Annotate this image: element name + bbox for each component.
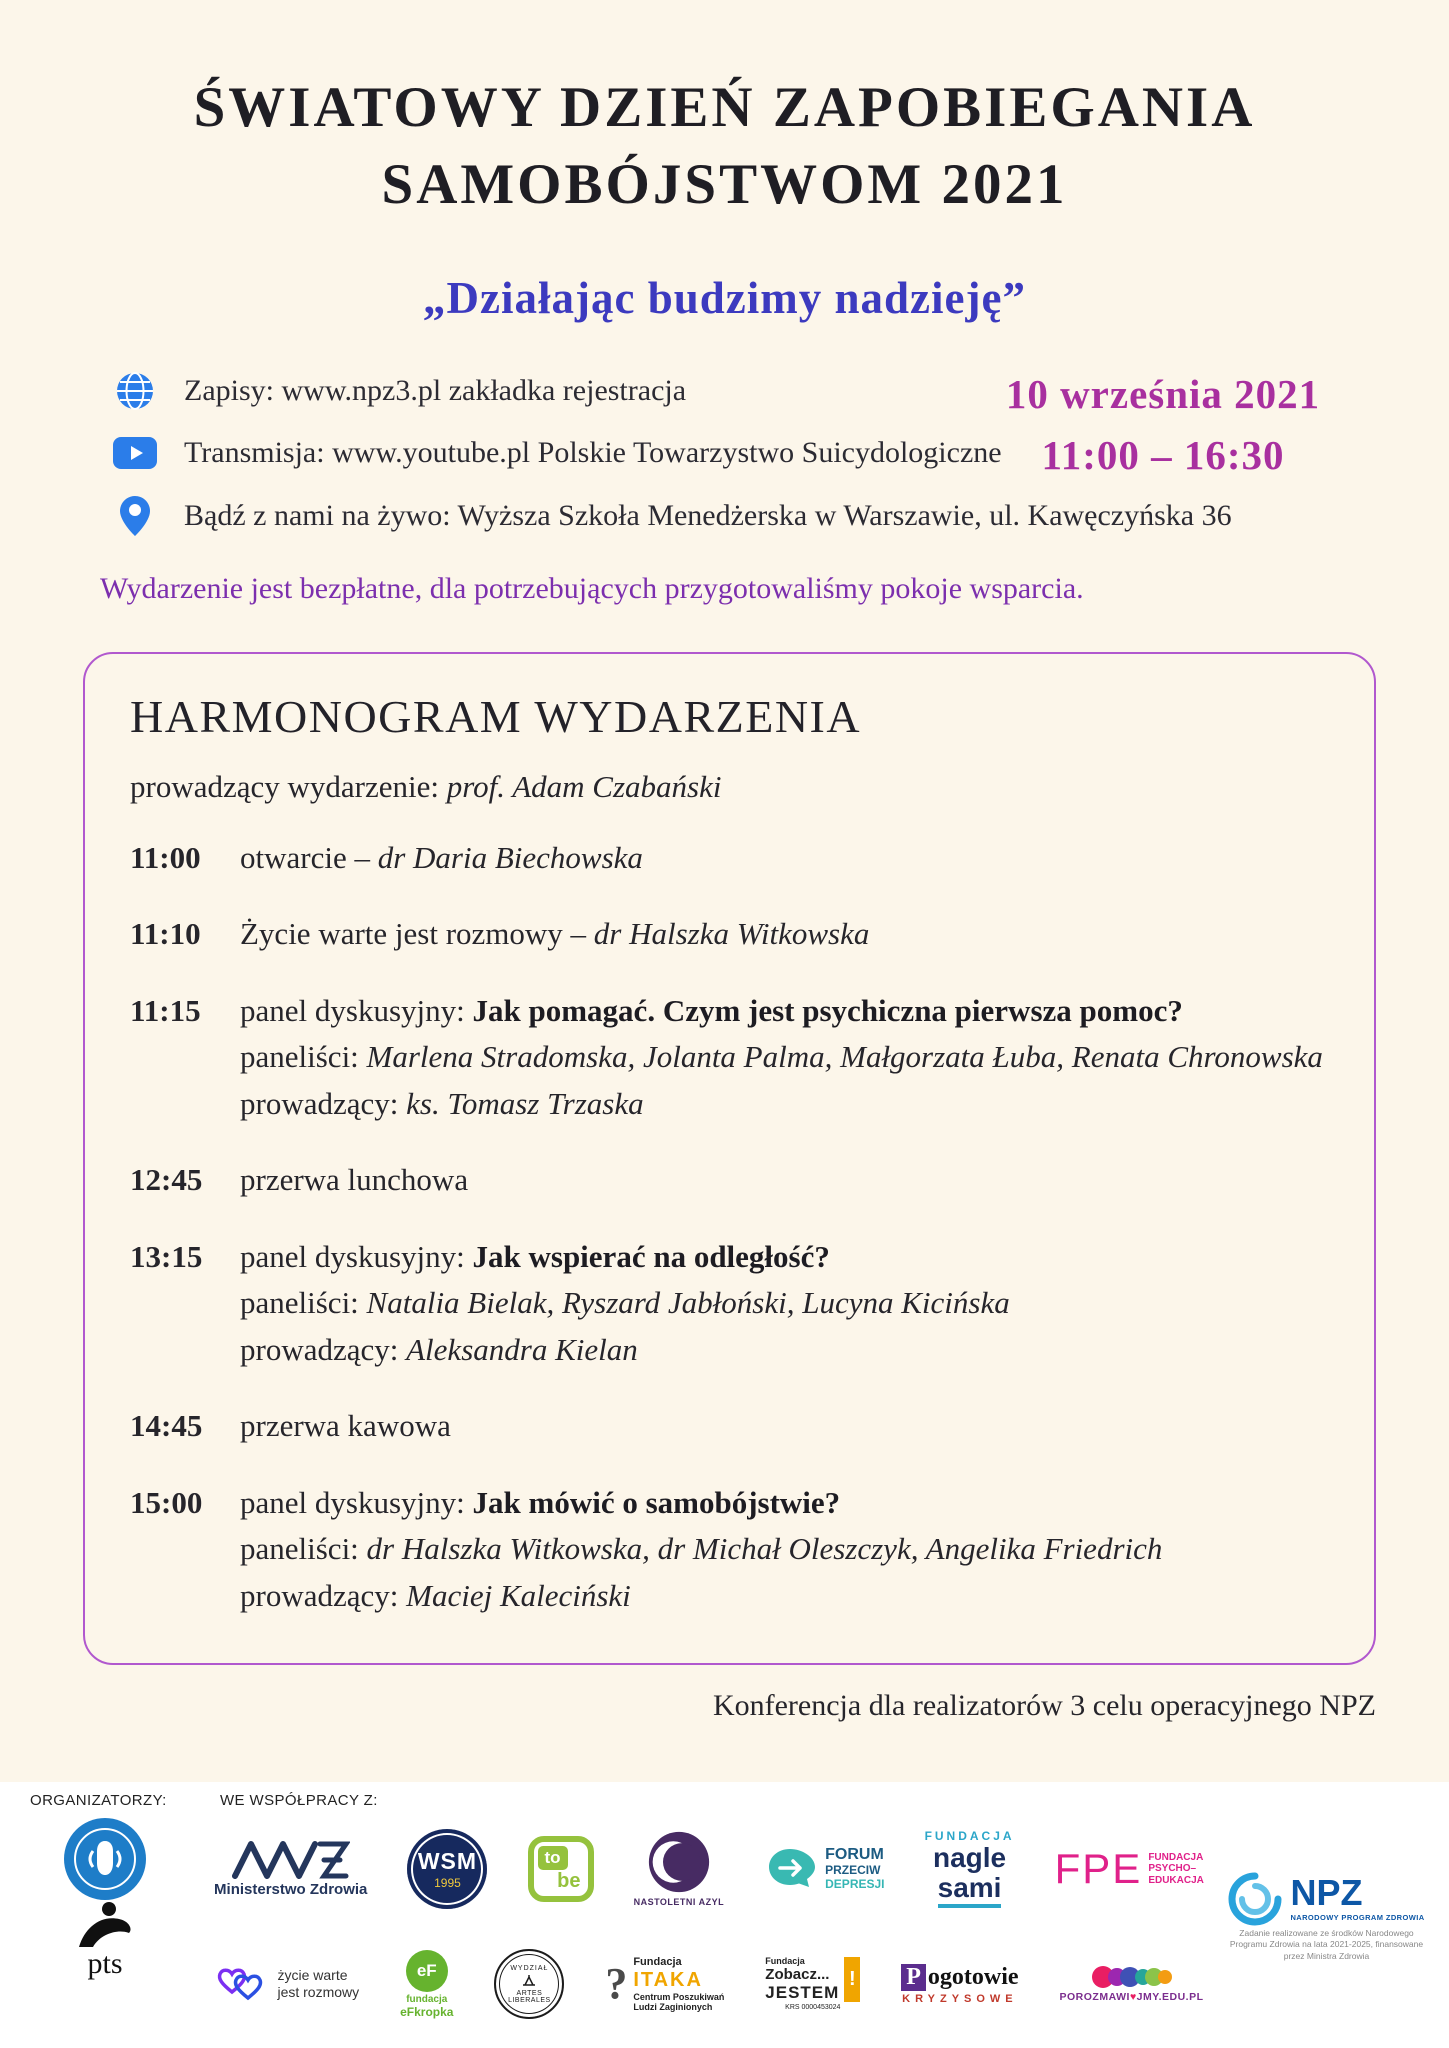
pogotowie-subtitle: KRYZYSOWE: [902, 1992, 1018, 2005]
azyl-crescent-icon: [647, 1830, 711, 1894]
zycie-warte-line1: życie warte: [277, 1966, 348, 1983]
venue-row: [112, 496, 1449, 536]
to-be-logo: [528, 1836, 594, 1902]
event-info: [0, 372, 1449, 536]
schedule-time: 12:45: [130, 1162, 203, 1198]
forum-brain-icon: [764, 1846, 818, 1892]
registration-url[interactable]: www.npz3.pl: [281, 373, 442, 407]
zobacz-jestem-logo: [765, 1957, 860, 2011]
poster-header: [0, 0, 1449, 324]
npz-conference-note: Konferencja dla realizatorów 3 celu operacyjnego NPZ: [712, 1689, 1376, 1723]
panel-label: panel dyskusyjny:: [240, 1484, 473, 1520]
pts-label: pts: [87, 1947, 123, 1980]
event-host: [130, 769, 1329, 805]
efkropka-line1: fundacja: [406, 1993, 448, 2005]
porozmawiajmy-logo: [1060, 1966, 1204, 2003]
schedule-row-1245: [130, 1157, 1329, 1204]
event-time: 11:00 – 16:30: [1041, 432, 1285, 479]
panel-topic-line: [240, 1234, 1010, 1281]
npz-column: [1224, 1792, 1429, 2042]
stream-rest: Polskie Towarzystwo Suicydologiczne: [530, 435, 1002, 469]
itaka-name: ITAKA: [633, 1968, 703, 1991]
stream-url[interactable]: www.youtube.pl: [332, 435, 531, 469]
schedule-time: 15:00: [130, 1484, 203, 1520]
panelists-label: paneliści:: [240, 1039, 367, 1075]
nagle-sami-word2: sami: [938, 1873, 1002, 1908]
artes-lamp-icon: [521, 1974, 537, 1988]
location-pin-icon: [112, 496, 158, 536]
panelists-label: paneliści:: [240, 1285, 367, 1321]
wsm-seal: [407, 1829, 487, 1909]
schedule-details: [240, 1403, 451, 1450]
itaka-line3: Ludzi Zaginionych: [633, 2002, 713, 2013]
panel-topic: Jak wspierać na odległość?: [472, 1238, 830, 1274]
moderator-line: [240, 1081, 1323, 1128]
pogotowie-kryzysowe-logo: [901, 1964, 1018, 2005]
organizers-column: [30, 1792, 180, 2042]
efkropka-badge: [406, 1950, 448, 1992]
nagle-sami-fundacja: FUNDACJA: [924, 1829, 1015, 1844]
event-datetime: [943, 364, 1383, 487]
panelists-line: [240, 1526, 1162, 1573]
event-motto: „Działając budzimy nadzieję”: [423, 272, 1026, 323]
colored-dots-icon: [1092, 1966, 1172, 1988]
ministerstwo-zdrowia-logo: [214, 1839, 367, 1898]
zobacz-krs: KRS 0000453024: [785, 2004, 841, 2012]
wsm-abbr: WSM: [417, 1847, 478, 1874]
heart-icon: ♥: [1129, 1990, 1137, 2003]
schedule-details: [240, 835, 643, 882]
panelists-line: [240, 1280, 1010, 1327]
item-text: otwarcie –: [240, 839, 378, 875]
npz-row: [1228, 1872, 1424, 1926]
npz-logo: [1228, 1872, 1424, 1962]
schedule-box: [83, 652, 1376, 1666]
fpe-line3: EDUKACJA: [1148, 1874, 1204, 1886]
pts-figure-icon: [75, 1901, 135, 1947]
porozmawiajmy-t2: JMY.EDU.PL: [1136, 1990, 1204, 2003]
moderator-label: prowadzący:: [240, 1331, 407, 1367]
panelists-line: [240, 1034, 1323, 1081]
porozmawiajmy-t1: POROZMAWI: [1059, 1990, 1130, 2003]
registration-rest: zakładka rejestracja: [441, 373, 687, 407]
zobacz-jestem-row: [765, 1957, 860, 2002]
nastoletni-azyl-logo: [634, 1830, 725, 1907]
moderator-label: prowadzący:: [240, 1577, 407, 1613]
panel-topic-line: [240, 1480, 1162, 1527]
venue-text: Bądź z nami na żywo: Wyższa Szkoła Menedżerska w Warszawie, ul. Kawęczyńska 36: [184, 498, 1232, 532]
itaka-logo: [605, 1956, 724, 2012]
forum-text: [825, 1846, 884, 1891]
zycie-warte-jest-rozmowy-logo: [214, 1962, 359, 2006]
schedule-line: [240, 835, 643, 882]
npz-text: [1290, 1872, 1425, 1923]
panel-label: panel dyskusyjny:: [240, 1238, 473, 1274]
host-name: prof. Adam Czabański: [446, 768, 722, 804]
panel-topic: Jak mówić o samobójstwie?: [472, 1484, 841, 1520]
stream-text: [184, 436, 1002, 470]
free-event-note: Wydarzenie jest bezpłatne, dla potrzebujących przygotowaliśmy pokoje wsparcia.: [100, 571, 1084, 605]
nagle-sami-word1: nagle: [932, 1842, 1007, 1874]
ipin-emblem-icon: [63, 1817, 147, 1901]
panel-topic: Jak pomagać. Czym jest psychiczna pierwsza pomoc?: [472, 992, 1183, 1028]
nagle-sami-logo: [925, 1829, 1015, 1908]
npz-swirl-icon: [1228, 1872, 1282, 1926]
ipin-logo: [63, 1817, 147, 1901]
efkropka-logo: [400, 1950, 453, 2019]
schedule-time: 11:15: [130, 992, 201, 1028]
moderator-label: prowadzący:: [240, 1085, 407, 1121]
partners-band: [0, 1782, 1449, 2048]
schedule-details: [240, 911, 869, 958]
fpe-line2: PSYCHO–: [1148, 1863, 1197, 1874]
pts-logo: [75, 1901, 135, 1979]
pogotowie-rest: ogotowie: [927, 1963, 1019, 1990]
forum-line2: PRZECIW: [825, 1863, 881, 1878]
stream-label: Transmisja:: [184, 435, 333, 469]
title-line-1: ŚWIATOWY DZIEŃ ZAPOBIEGANIA: [193, 76, 1256, 139]
schedule-row-1115: [130, 988, 1329, 1128]
item-text: Życie warte jest rozmowy –: [240, 916, 594, 952]
moderator-line: [240, 1573, 1162, 1620]
zobacz-line2: Zobacz...: [765, 1966, 830, 1984]
fpe-line1: FUNDACJA: [1148, 1851, 1204, 1863]
itaka-fundacja: Fundacja: [633, 1956, 682, 1969]
mz-label: Ministerstwo Zdrowia: [214, 1881, 368, 1899]
schedule-row-1500: [130, 1480, 1329, 1620]
itaka-text: [633, 1956, 724, 2012]
collaborators-area: [180, 1792, 1224, 2042]
registration-label: Zapisy:: [184, 373, 282, 407]
panel-label: panel dyskusyjny:: [240, 992, 473, 1028]
artes-liberales-logo: [494, 1949, 564, 2019]
porozmawiajmy-text: [1060, 1991, 1204, 2003]
panel-topic-line: [240, 988, 1323, 1035]
collaborators-row-1: [194, 1811, 1224, 1927]
azyl-label: NASTOLETNI AZYL: [633, 1897, 725, 1908]
globe-icon: [112, 372, 158, 410]
schedule-line: [240, 1403, 451, 1450]
double-heart-icon: [214, 1962, 270, 2006]
forum-line1: FORUM: [825, 1846, 884, 1864]
page-title: [0, 70, 1449, 224]
wsm-year: 1995: [434, 1875, 461, 1890]
schedule-details: [240, 1157, 468, 1204]
fpe-abbr: FPE: [1054, 1844, 1143, 1892]
collaborators-label: WE WSPÓŁPRACY Z:: [220, 1792, 378, 1809]
panelists-names: Natalia Bielak, Ryszard Jabłoński, Lucyna Kicińska: [366, 1285, 1010, 1321]
schedule-heading: HARMONOGRAM WYDARZENIA: [130, 690, 862, 742]
organizers-label: ORGANIZATORZY:: [30, 1792, 167, 1809]
forum-przeciw-depresji-logo: [764, 1846, 884, 1892]
npz-funding-note: Zadanie realizowane ze środków Narodowego Programu Zdrowia na lata 2021-2025, finansowane przez Ministra Zdrowia: [1229, 1927, 1424, 1961]
schedule-time: 13:15: [130, 1238, 203, 1274]
event-date: 10 września 2021: [1005, 370, 1321, 417]
artes-line1: WYDZIAŁ: [510, 1964, 549, 1972]
schedule-line: [240, 911, 869, 958]
item-text: przerwa lunchowa: [240, 1162, 469, 1198]
zobacz-jestem-text: [765, 1957, 839, 2002]
artes-seal: [494, 1949, 564, 2019]
item-speaker: dr Halszka Witkowska: [593, 916, 870, 952]
registration-text: [184, 374, 686, 408]
schedule-time: 11:10: [130, 916, 201, 952]
artes-line2: ARTES LIBERALES: [508, 1989, 551, 2004]
title-line-2: SAMOBÓJSTWOM 2021: [381, 152, 1068, 216]
schedule-line: [240, 1157, 468, 1204]
fpe-logo: [1054, 1844, 1204, 1892]
zobacz-fundacja: Fundacja: [765, 1956, 805, 1967]
schedule-row-1100: [130, 835, 1329, 882]
pogotowie-wordmark: [901, 1964, 1018, 1991]
schedule-row-1110: [130, 911, 1329, 958]
moderator-name: ks. Tomasz Trzaska: [406, 1085, 644, 1121]
question-mark-icon: ?: [605, 1959, 628, 2009]
exclamation-mark-icon: !: [844, 1957, 860, 2002]
schedule-details: [240, 1234, 1010, 1374]
partners-band-inner: [30, 1792, 1429, 2042]
schedule-time: 14:45: [130, 1408, 203, 1444]
npz-subtitle: NARODOWY PROGRAM ZDROWIA: [1290, 1913, 1425, 1923]
pogotowie-initial: P: [901, 1964, 926, 1991]
moderator-line: [240, 1327, 1010, 1374]
efkropka-abbr: eF: [416, 1960, 437, 1980]
to-be-top: to: [538, 1846, 568, 1870]
item-text: przerwa kawowa: [240, 1408, 451, 1444]
efkropka-line2: eFkropka: [400, 2004, 454, 2019]
schedule-row-1315: [130, 1234, 1329, 1374]
schedule-row-1445: [130, 1403, 1329, 1450]
forum-line3: DEPRESJI: [825, 1876, 885, 1891]
zobacz-line3: JESTEM: [765, 1982, 840, 2002]
zycie-warte-line2: jest rozmowy: [277, 1984, 360, 2001]
to-be-badge: [528, 1836, 594, 1902]
item-speaker: dr Daria Biechowska: [377, 839, 643, 875]
moderator-name: Aleksandra Kielan: [406, 1331, 638, 1367]
youtube-icon: [112, 437, 158, 469]
schedule-details: [240, 988, 1323, 1128]
zycie-warte-text: [277, 1967, 359, 2002]
moderator-name: Maciej Kaleciński: [406, 1577, 631, 1613]
itaka-line2: Centrum Poszukiwań: [633, 1991, 725, 2002]
panelists-label: paneliści:: [240, 1531, 367, 1567]
fpe-text: [1148, 1852, 1204, 1887]
schedule-time: 11:00: [130, 839, 201, 875]
collaborators-row-2: [194, 1927, 1224, 2043]
schedule-details: [240, 1480, 1162, 1620]
wsm-logo: [407, 1829, 487, 1909]
mz-zigzag-icon: [232, 1839, 350, 1879]
panelists-names: Marlena Stradomska, Jolanta Palma, Małgorzata Łuba, Renata Chronowska: [366, 1039, 1323, 1075]
panelists-names: dr Halszka Witkowska, dr Michał Oleszczyk, Angelika Friedrich: [366, 1531, 1163, 1567]
host-label: prowadzący wydarzenie:: [130, 768, 447, 804]
to-be-bottom: be: [557, 1869, 581, 1892]
npz-abbr: NPZ: [1290, 1872, 1363, 1914]
